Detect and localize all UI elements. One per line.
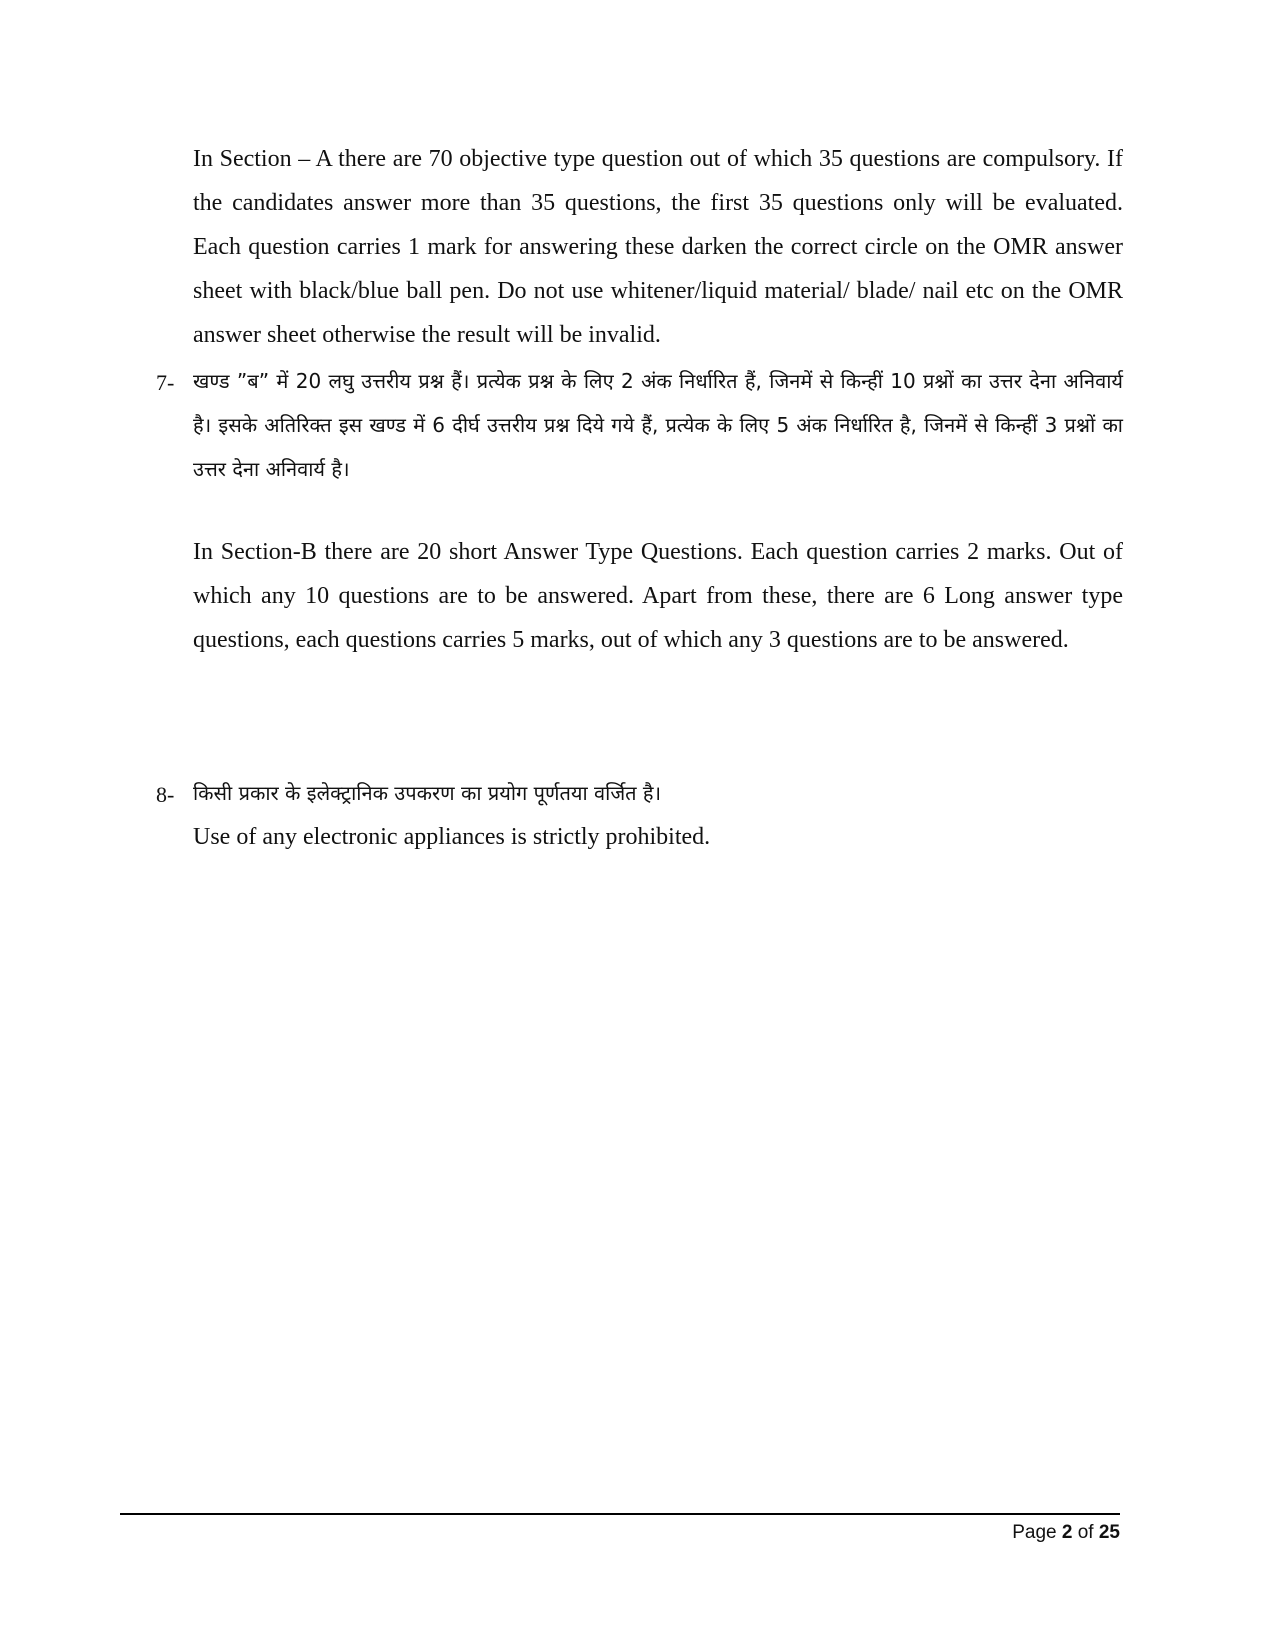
- item-7-hindi-text: खण्ड ”ब” में 20 लघु उत्तरीय प्रश्न हैं। प्रत्येक प्रश्न के लिए 2 अंक निर्धारित हैं, जिनमें से किन्हीं 10 प्रश्नों का उत्तर देना अनिवार्य है। इसके अतिरिक्त इस खण्ड में 6 दीर्घ उत्तरीय प्रश्न दिये गये हैं, प्रत्येक के लिए 5 अंक निर्धारित है, जिनमें से किन्हीं 3 प्रश्नों का उत्तर देना अनिवार्य है।: [193, 369, 1123, 481]
- section-a-english-text: In Section – A there are 70 objective type question out of which 35 questions are compulsory. If the candidates answer more than 35 questions, the first 35 questions only will be evaluated. Each question carries 1 mark for answering these darken the correct circle on the OMR answer sheet with black/blue ball pen. Do not use whitener/liquid material/ blade/ nail etc on the OMR answer sheet otherwise the result will be invalid.: [193, 146, 1123, 348]
- page-number-footer: [1012, 1522, 1120, 1544]
- footer-divider: [120, 1513, 1120, 1515]
- item-8-number: 8-: [156, 782, 175, 807]
- item-7-english-text: In Section-B there are 20 short Answer Type Questions. Each question carries 2 marks. Out of which any 10 questions are to be answered. Apart from these, there are 6 Long answer type questions, each questions carries 5 marks, out of which any 3 questions are to be answered.: [193, 539, 1123, 653]
- item-7-number: 7-: [156, 370, 175, 395]
- of-word: of: [1077, 1522, 1094, 1543]
- item-8-english-text: Use of any electronic appliances is strictly prohibited.: [193, 824, 711, 850]
- page-word: Page: [1012, 1522, 1057, 1543]
- page-total: 25: [1098, 1522, 1120, 1543]
- item-8-hindi-text: किसी प्रकार के इलेक्ट्रानिक उपकरण का प्रयोग पूर्णतया वर्जित है।: [193, 781, 662, 805]
- page-current: 2: [1061, 1522, 1073, 1543]
